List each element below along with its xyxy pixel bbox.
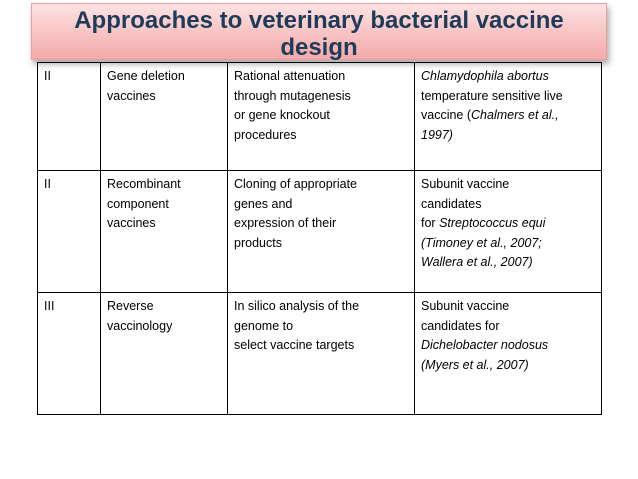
slide-title-banner	[31, 3, 607, 60]
method-cell	[228, 63, 415, 171]
table-row	[38, 171, 602, 293]
example-cell	[415, 293, 602, 415]
vaccine-type-cell	[101, 63, 228, 171]
method-line: Rational attenuation	[234, 69, 346, 83]
method-line: select vaccine targets	[234, 338, 355, 352]
vaccine-type-line: Reverse	[107, 299, 154, 313]
example-line: candidates for	[421, 318, 500, 333]
category-label: II	[44, 177, 51, 191]
category-cell	[38, 63, 101, 171]
example-line	[421, 106, 595, 126]
vaccine-approaches-table	[37, 62, 602, 415]
category-label: II	[44, 69, 51, 83]
example-citation: (Timoney et al., 2007;	[421, 235, 542, 250]
example-citation: 1997)	[421, 127, 453, 142]
vaccine-type-line: vaccinology	[107, 318, 173, 333]
table-row	[38, 63, 602, 171]
example-prefix: for	[421, 216, 440, 230]
example-organism: Chlamydophila abortus	[421, 69, 549, 83]
method-cell	[228, 293, 415, 415]
vaccine-type-line: vaccines	[107, 88, 156, 103]
example-citation: (Myers et al., 2007)	[421, 357, 529, 372]
example-line: Subunit vaccine	[421, 177, 510, 191]
vaccine-type-line: vaccines	[107, 216, 156, 230]
method-line: genes and	[234, 196, 293, 211]
example-organism: Streptococcus equi	[439, 216, 546, 230]
example-cell	[415, 171, 602, 293]
category-cell	[38, 171, 101, 293]
example-citation: Chalmers et al.,	[471, 108, 559, 122]
vaccine-type-cell	[101, 171, 228, 293]
example-citation: Wallera et al., 2007)	[421, 255, 533, 269]
method-line: procedures	[234, 127, 297, 142]
method-line: genome to	[234, 318, 294, 333]
method-line: products	[234, 235, 282, 250]
vaccine-type-cell	[101, 293, 228, 415]
example-cell	[415, 63, 602, 171]
example-line	[421, 214, 595, 234]
slide-title-line: design	[280, 34, 358, 61]
vaccine-type-line: component	[107, 196, 169, 211]
slide-title-line: Approaches to veterinary bacterial vaccine	[74, 7, 564, 34]
category-label: III	[44, 299, 55, 313]
table-row	[38, 293, 602, 415]
vaccine-type-line: Recombinant	[107, 177, 181, 191]
vaccine-type-line: Gene deletion	[107, 69, 185, 83]
example-organism: Dichelobacter nodosus	[421, 338, 549, 352]
method-cell	[228, 171, 415, 293]
method-line: Cloning of appropriate	[234, 177, 357, 191]
example-prefix: vaccine (	[421, 108, 472, 122]
example-line: candidates	[421, 196, 482, 211]
method-line: expression of their	[234, 216, 337, 230]
example-line: Subunit vaccine	[421, 299, 510, 313]
category-cell	[38, 293, 101, 415]
method-line: through mutagenesis	[234, 88, 351, 103]
method-line: In silico analysis of the	[234, 299, 360, 313]
method-line: or gene knockout	[234, 108, 330, 122]
example-line: temperature sensitive live	[421, 88, 563, 103]
